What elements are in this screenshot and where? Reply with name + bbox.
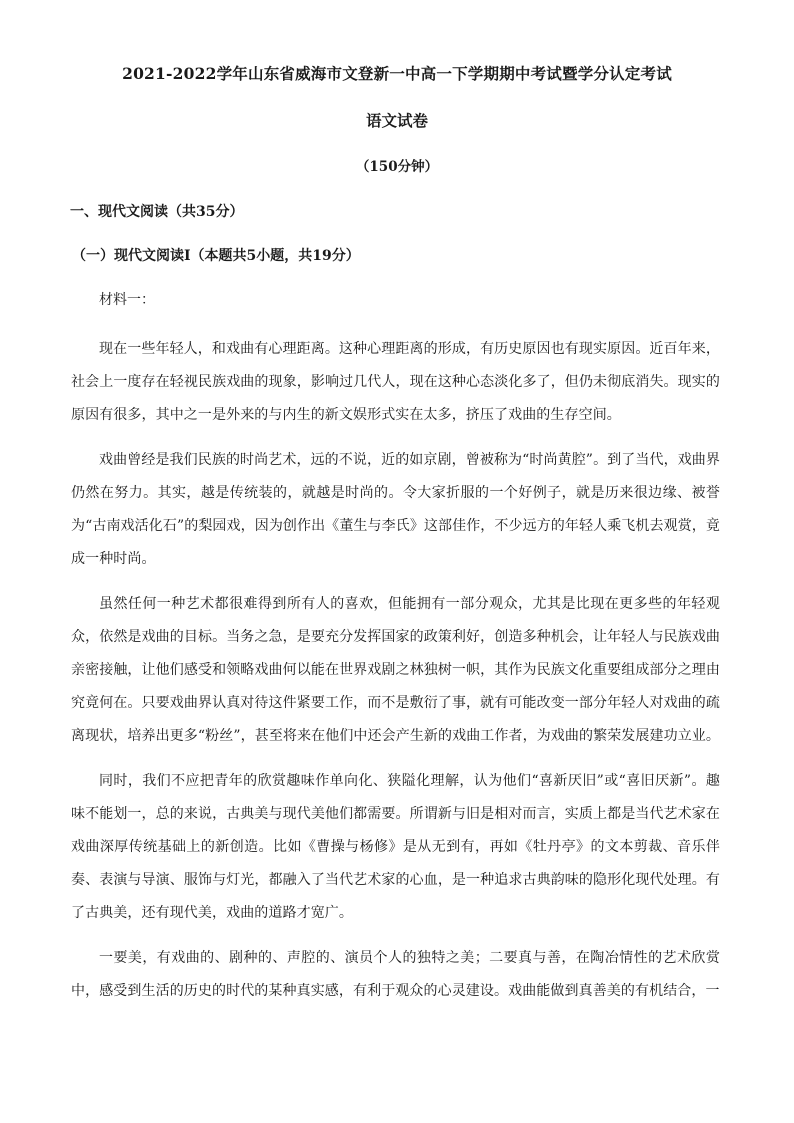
paragraph: 戏曲曾经是我们民族的时尚艺术，远的不说，近的如京剧，曾被称为“时尚黄腔”。到了当代，戏曲界仍然在努力。其实，越是传统装的，就越是时尚的。令大家折服的一个好例子，就是历来很边缘、被誉为“古南戏活化石”的梨园戏，因为创作出《董生与李氏》这部佳作，不少远方的年轻人乘飞机去观赏，竟成一种时尚。 (71, 452, 721, 567)
material-label: 材料一： (99, 292, 155, 308)
exam-duration: （150分钟） (355, 159, 439, 175)
exam-title: 2021-2022学年山东省威海市文登新一中高一下学期期中考试暨学分认定考试 (122, 64, 672, 83)
subject-title: 语文试卷 (365, 111, 428, 130)
subsection-heading: （一）现代文阅读Ⅰ（本题共5小题，共19分） (72, 248, 360, 264)
paragraph: 一要美，有戏曲的、剧种的、声腔的、演员个人的独特之美；二要真与善，在陶冶情性的艺术欣赏中，感受到生活的历史的时代的某种真实感，有利于观众的心灵建设。戏曲能做到真善美的有机结合，一 (71, 950, 720, 999)
section-heading: 一、现代文阅读（共35分） (70, 204, 244, 220)
paragraph: 虽然任何一种艺术都很难得到所有人的喜欢，但能拥有一部分观众，尤其是比现在更多些的年轻观众，依然是戏曲的目标。当务之急，是要充分发挥国家的政策利好，创造多种机会，让年轻人与民族戏曲亲密接触，让他们感受和领略戏曲何以能在世界戏剧之林独树一帜，其作为民族文化重要组成部分之理由究竟何在。只要戏曲界认真对待这件紧要工作，而不是敷衍了事，就有可能改变一部分年轻人对戏曲的疏离现状，培养出更多“粉丝”，甚至将来在他们中还会产生新的戏曲工作者，为戏曲的繁荣发展建功立业。 (71, 596, 721, 744)
paragraph: 现在一些年轻人，和戏曲有心理距离。这种心理距离的形成，有历史原因也有现实原因。近百年来，社会上一度存在轻视民族戏曲的现象，影响过几代人，现在这种心态淡化多了，但仍未彻底消失。现实的原因有很多，其中之一是外来的与内生的新文娱形式实在太多，挤压了戏曲的生存空间。 (71, 341, 720, 423)
paragraph: 同时，我们不应把青年的欣赏趣味作单向化、狭隘化理解，认为他们“喜新厌旧”或“喜旧厌新”。趣味不能划一，总的来说，古典美与现代美他们都需要。所谓新与旧是相对而言，实质上都是当代艺术家在戏曲深厚传统基础上的新创造。比如《曹操与杨修》是从无到有，再如《牡丹亭》的文本剪裁、音乐伴奏、表演与导演、服饰与灯光，都融入了当代艺术家的心血，是一种追求古典韵味的隐形化现代处理。有了古典美，还有现代美，戏曲的道路才宽广。 (71, 773, 720, 921)
article-body (71, 333, 720, 1020)
